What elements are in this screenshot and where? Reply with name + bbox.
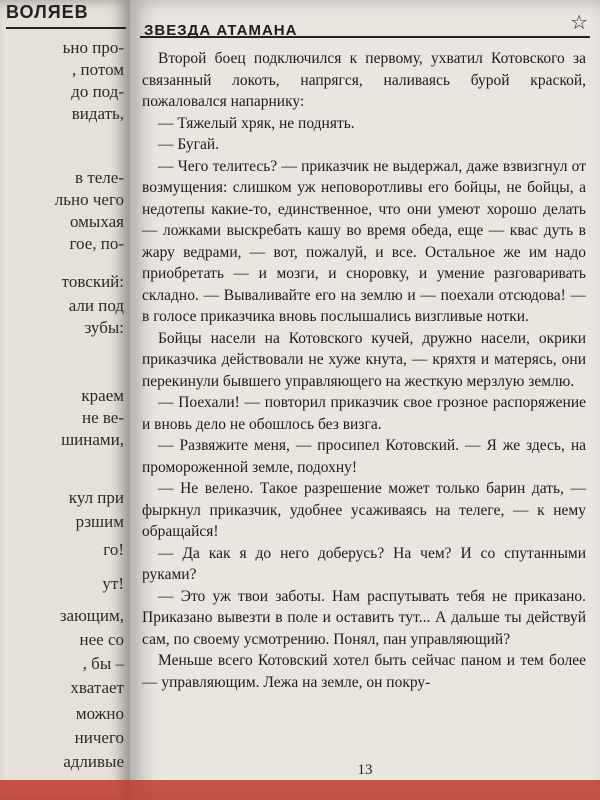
left-running-head: ВОЛЯЕВ (6, 2, 126, 29)
left-page (0, 0, 130, 800)
right-page (130, 0, 600, 800)
paragraph: Второй боец подключился к первому, ухватил Котовского за связанный локоть, напрягся, наливаясь бурой краской, пожаловался напарнику: (142, 50, 586, 110)
paragraph: — Чего телитесь? — приказчик не выдержал, даже взвизгнул от возмущения: слишком уж неповоротливы его бойцы, не бойцы, а недотепы какие-то, единственное, что они умеют хорошо делать — ложками выскребать кашу во время обеда, еще — квас дуть в жару ведрами, — вот, пожалуй, и все. Остальное же им надо приобретать — и мозги, и сноровку, и умение разговаривать складно. — Вываливайте его на землю и — поехали отсюдова! — в голосе приказчика вновь послышались визгливые нотки. (142, 157, 586, 325)
left-text-fragment: не ве- (81, 408, 124, 427)
left-text-fragment: льно чего (54, 190, 124, 209)
paragraph: Меньше всего Котовский хотел быть сейчас паном и тем более — управляющим. Лежа на земле, он покру- (142, 652, 586, 691)
left-text-fragment: адливые (63, 752, 124, 771)
paragraph: Бойцы насели на Котовского кучей, дружно насели, окрики приказчика действовали не хуже кнута, — кряхтя и матерясь, они перекинули бывшего управляющего на жесткую мерзлую землю. (142, 329, 586, 390)
paragraph: — Не велено. Такое разрешение может только барин дать, — фыркнул приказчик, удобнее усаживаясь на телеге, — к нему обращайся! (142, 480, 586, 540)
left-text-fragment: омыхая (70, 212, 124, 231)
star-icon: ☆ (570, 10, 588, 34)
left-text-fragment: го! (103, 540, 124, 559)
paragraph: — Это уж твои заботы. Нам распутывать тебя не приказано. Приказано вывезти в поле и оставить тут... А дальше ты действуй сам, по своему усмотрению. Понял, пан управляющий? (142, 587, 586, 648)
left-text-fragment: , потом (71, 60, 124, 79)
left-text-fragment: гое, по- (69, 234, 124, 253)
left-text-fragment: нее со (79, 630, 124, 649)
left-text-fragment: зубы: (84, 318, 124, 337)
left-text-fragment: али под (68, 296, 124, 315)
left-text-fragment: кул при (68, 488, 124, 507)
left-text-fragment: ьно про- (62, 38, 124, 57)
body-text (142, 48, 586, 693)
left-text-fragment: в теле- (75, 168, 124, 187)
page-number: 13 (357, 762, 373, 778)
paragraph: — Да как я до него доберусь? На чем? И со спутанными руками? (142, 544, 586, 583)
header-title: ЗВЕЗДА АТАМАНА (144, 22, 298, 39)
left-text-fragment: рзшим (75, 512, 124, 531)
left-text-fragment: хватает (70, 678, 124, 697)
paragraph: — Бугай. (158, 136, 220, 153)
paragraph: — Поехали! — повторил приказчик свое грозное распоряжение и вновь дело не обошлось без визга. (142, 394, 586, 433)
left-text-fragment: ничего (74, 728, 124, 747)
left-text-fragment: краем (81, 386, 124, 405)
left-text-fragment: до под- (71, 82, 124, 101)
left-text-fragment: зающим, (59, 606, 124, 625)
left-text-fragment: видать, (71, 104, 124, 123)
left-page-fragments (0, 0, 130, 800)
paragraph: — Развяжите меня, — просипел Котовский. — Я же здесь, на промороженной земле, подохну! (142, 437, 586, 476)
running-header (140, 8, 590, 38)
left-text-fragment: товский: (61, 272, 124, 291)
left-text-fragment: ут! (102, 574, 124, 593)
bottom-red-strip (0, 780, 600, 800)
paragraph: — Тяжелый хряк, не поднять. (158, 114, 355, 132)
left-text-fragment: можно (75, 704, 124, 723)
left-text-fragment: шинами, (61, 430, 124, 449)
left-text-fragment: , бы – (82, 654, 124, 673)
